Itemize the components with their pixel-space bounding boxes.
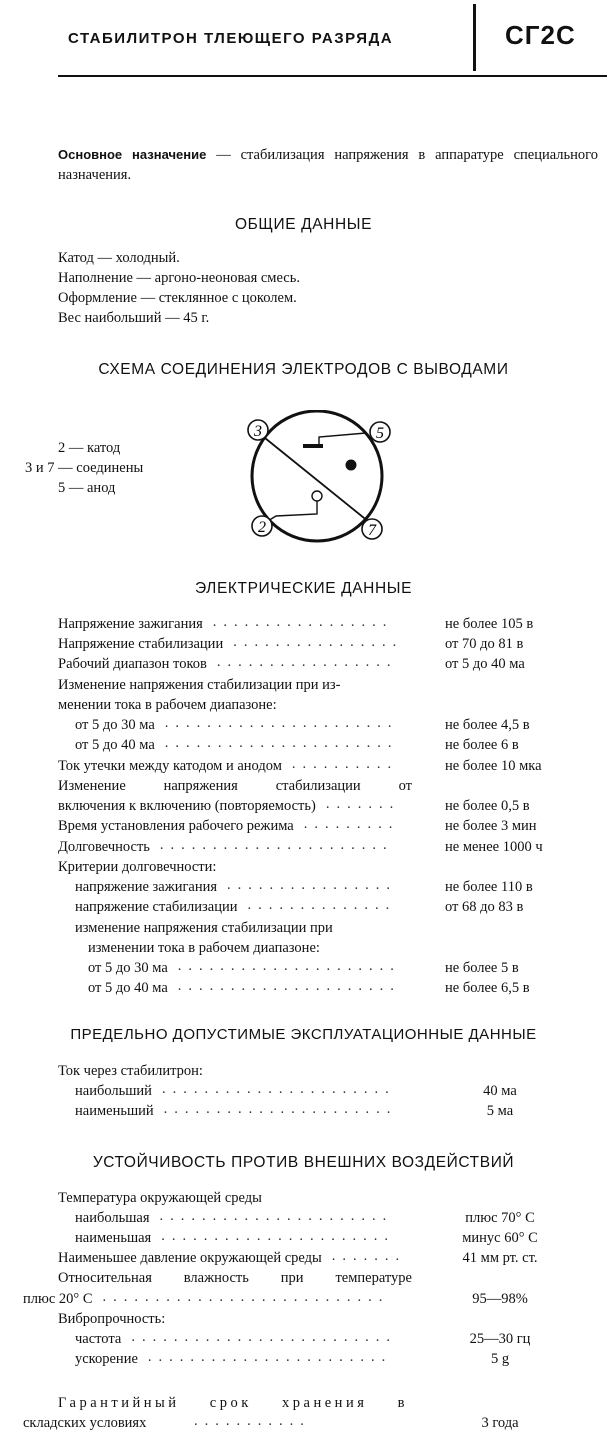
- row-value: от 68 до 83 в: [445, 899, 524, 915]
- anode-lead: [319, 433, 366, 445]
- purpose-paragraph: [58, 145, 598, 185]
- pin-5: [370, 422, 390, 442]
- electrical-row: [0, 656, 607, 676]
- electrical-row: [0, 859, 607, 879]
- general-line: Оформление — стеклянное с цоколем.: [58, 290, 297, 306]
- leader-dots: ...........................: [102, 1289, 390, 1305]
- row-label: от 5 до 30 ма: [75, 717, 155, 733]
- row-label: Ток через стабилитрон:: [58, 1063, 203, 1079]
- pinout-legend-cathode: 2 — катод: [58, 440, 121, 456]
- row-label: Критерии долговечности:: [58, 859, 217, 875]
- environment-row: [0, 1311, 607, 1331]
- environment-row: [0, 1331, 607, 1351]
- row-label: Относительная влажность при температуре: [58, 1270, 412, 1286]
- row-label: включения к включению (повторяемость): [58, 798, 316, 814]
- row-value: не более 110 в: [445, 879, 533, 895]
- pinout-heading: СХЕМА СОЕДИНЕНИЯ ЭЛЕКТРОДОВ С ВЫВОДАМИ: [98, 361, 509, 378]
- electrical-row: [0, 677, 607, 697]
- general-line: Катод — холодный.: [58, 250, 180, 266]
- row-value: от 70 до 81 в: [445, 636, 524, 652]
- environment-heading: УСТОЙЧИВОСТЬ ПРОТИВ ВНЕШНИХ ВОЗДЕЙСТВИЙ: [92, 1154, 515, 1171]
- environment-row: [0, 1230, 607, 1250]
- electrical-row: [0, 798, 607, 818]
- row-label: от 5 до 40 ма: [88, 980, 168, 996]
- row-value: 95—98%: [472, 1291, 528, 1307]
- row-label: менении тока в рабочем диапазоне:: [58, 697, 277, 713]
- leader-dots: ..............: [247, 897, 397, 913]
- general-line: Наполнение — аргоно-неоновая смесь.: [58, 270, 300, 286]
- pin-2: [252, 516, 272, 536]
- leader-dots: ......................: [164, 715, 399, 731]
- pinout-diagram: [240, 410, 400, 545]
- row-value: 5 ма: [486, 1103, 514, 1119]
- row-value: 41 мм рт. ст.: [462, 1250, 538, 1266]
- row-value: 25—30 гц: [469, 1331, 531, 1347]
- pin-3: [248, 420, 268, 440]
- limits-row: [0, 1103, 607, 1123]
- row-label: плюс 20° С: [23, 1291, 93, 1307]
- row-value: плюс 70° С: [465, 1210, 535, 1226]
- electrical-row: [0, 778, 607, 798]
- row-label: Напряжение стабилизации: [58, 636, 224, 652]
- leader-dots: ...........: [194, 1413, 311, 1429]
- row-label: наибольший: [75, 1083, 152, 1099]
- row-value: минус 60° С: [462, 1230, 538, 1246]
- limits-row: [0, 1083, 607, 1103]
- pinout-legend-anode: 5 — анод: [58, 480, 116, 496]
- row-label: напряжение зажигания: [75, 879, 218, 895]
- row-label: наибольшая: [75, 1210, 150, 1226]
- row-label: напряжение стабилизации: [75, 899, 238, 915]
- row-value: не более 5 в: [445, 960, 519, 976]
- row-label: наименьший: [75, 1103, 154, 1119]
- environment-row: [0, 1190, 607, 1210]
- limits-heading: ПРЕДЕЛЬНО ДОПУСТИМЫЕ ЭКСПЛУАТАЦИОННЫЕ ДАННЫЕ: [70, 1026, 537, 1043]
- leader-dots: ................: [233, 634, 404, 650]
- document-title: СТАБИЛИТРОН ТЛЕЮЩЕГО РАЗРЯДА: [68, 30, 394, 47]
- environment-row: [0, 1250, 607, 1270]
- cathode-electrode: [312, 491, 322, 501]
- device-code: СГ2С: [505, 20, 576, 50]
- electrical-row: [0, 616, 607, 636]
- row-value: не более 105 в: [445, 616, 534, 632]
- electrical-row: [0, 839, 607, 859]
- leader-dots: ..........: [291, 756, 399, 772]
- leader-dots: .................: [212, 614, 394, 630]
- row-label: ускорение: [75, 1351, 138, 1367]
- pin-5-label: 5: [376, 425, 384, 442]
- row-value: не менее 1000 ч: [445, 839, 543, 855]
- row-label: Изменение напряжения стабилизации от: [58, 778, 412, 794]
- row-label: Ток утечки между катодом и анодом: [58, 758, 282, 774]
- electrical-row: [0, 636, 607, 656]
- electrical-row: [0, 920, 607, 940]
- pin-7: [362, 519, 382, 539]
- leader-dots: ......................: [159, 837, 394, 853]
- electrical-row: [0, 818, 607, 838]
- electrical-row: [0, 697, 607, 717]
- electrical-row: [0, 940, 607, 960]
- row-label: частота: [75, 1331, 122, 1347]
- electrical-row: [0, 899, 607, 919]
- pinout-legend-connected: 3 и 7 — соединены: [25, 460, 144, 476]
- anode-electrode: [303, 444, 323, 448]
- leader-dots: ......................: [163, 1101, 398, 1117]
- leader-dots: .....................: [177, 978, 401, 994]
- row-label: Долговечность: [58, 839, 150, 855]
- leader-dots: .................: [216, 654, 398, 670]
- storage-row: [0, 1415, 607, 1435]
- leader-dots: .....................: [177, 958, 401, 974]
- row-label: изменении тока в рабочем диапазоне:: [88, 940, 320, 956]
- storage-value: 3 года: [481, 1415, 519, 1431]
- pin-7-label: 7: [368, 522, 376, 539]
- leader-dots: ................: [227, 877, 398, 893]
- row-value: не более 3 мин: [445, 818, 537, 834]
- row-value: 40 ма: [483, 1083, 517, 1099]
- row-label: Наименьшее давление окружающей среды: [58, 1250, 322, 1266]
- leader-dots: .........: [303, 816, 400, 832]
- pin-2-label: 2: [258, 519, 266, 536]
- electrical-row: [0, 717, 607, 737]
- row-value: не более 6 в: [445, 737, 519, 753]
- electrical-row: [0, 879, 607, 899]
- general-heading: ОБЩИЕ ДАННЫЕ: [234, 216, 373, 233]
- electrical-row: [0, 960, 607, 980]
- leader-dots: .........................: [131, 1329, 397, 1345]
- row-label: Вибропрочность:: [58, 1311, 166, 1327]
- environment-row: [0, 1291, 607, 1311]
- row-label: Температура окружающей среды: [58, 1190, 262, 1206]
- row-value: не более 4,5 в: [445, 717, 530, 733]
- purpose-text: — стабилизация напряжения в аппаратуре специального назначения.: [58, 147, 599, 183]
- leader-dots: ......................: [161, 1081, 396, 1097]
- row-value: от 5 до 40 ма: [445, 656, 525, 672]
- purpose-label: Основное назначение: [58, 147, 207, 162]
- row-label: Рабочий диапазон токов: [58, 656, 207, 672]
- row-label: наименьшая: [75, 1230, 152, 1246]
- key-dot: [346, 460, 357, 471]
- electrical-row: [0, 980, 607, 1000]
- row-value: 5 g: [490, 1351, 510, 1367]
- row-value: не более 6,5 в: [445, 980, 530, 996]
- storage-line-1: Гарантийный срок хранения в: [58, 1395, 408, 1411]
- electrical-row: [0, 758, 607, 778]
- electrical-row: [0, 737, 607, 757]
- header-rule: [58, 75, 607, 77]
- leader-dots: ......................: [159, 1208, 394, 1224]
- header-divider: [473, 4, 476, 71]
- leader-dots: .......: [331, 1248, 407, 1264]
- pin-3-label: 3: [254, 423, 262, 440]
- storage-line-2: складских условиях: [23, 1415, 147, 1431]
- row-value: не более 10 мка: [445, 758, 542, 774]
- row-label: Изменение напряжения стабилизации при из-: [58, 677, 341, 693]
- electrical-heading: ЭЛЕКТРИЧЕСКИЕ ДАННЫЕ: [194, 580, 413, 597]
- leader-dots: ......................: [161, 1228, 395, 1244]
- leader-dots: ......................: [164, 735, 399, 751]
- limits-row: [0, 1063, 607, 1083]
- row-label: от 5 до 30 ма: [88, 960, 168, 976]
- row-label: от 5 до 40 ма: [75, 737, 155, 753]
- general-line: Вес наибольший — 45 г.: [58, 310, 210, 326]
- row-label: Напряжение зажигания: [58, 616, 203, 632]
- environment-row: [0, 1210, 607, 1230]
- environment-row: [0, 1351, 607, 1371]
- row-value: не более 0,5 в: [445, 798, 530, 814]
- leader-dots: .......: [325, 796, 401, 812]
- leader-dots: .......................: [147, 1349, 393, 1365]
- environment-row: [0, 1270, 607, 1290]
- row-label: изменение напряжения стабилизации при: [75, 920, 333, 936]
- row-label: Время установления рабочего режима: [58, 818, 294, 834]
